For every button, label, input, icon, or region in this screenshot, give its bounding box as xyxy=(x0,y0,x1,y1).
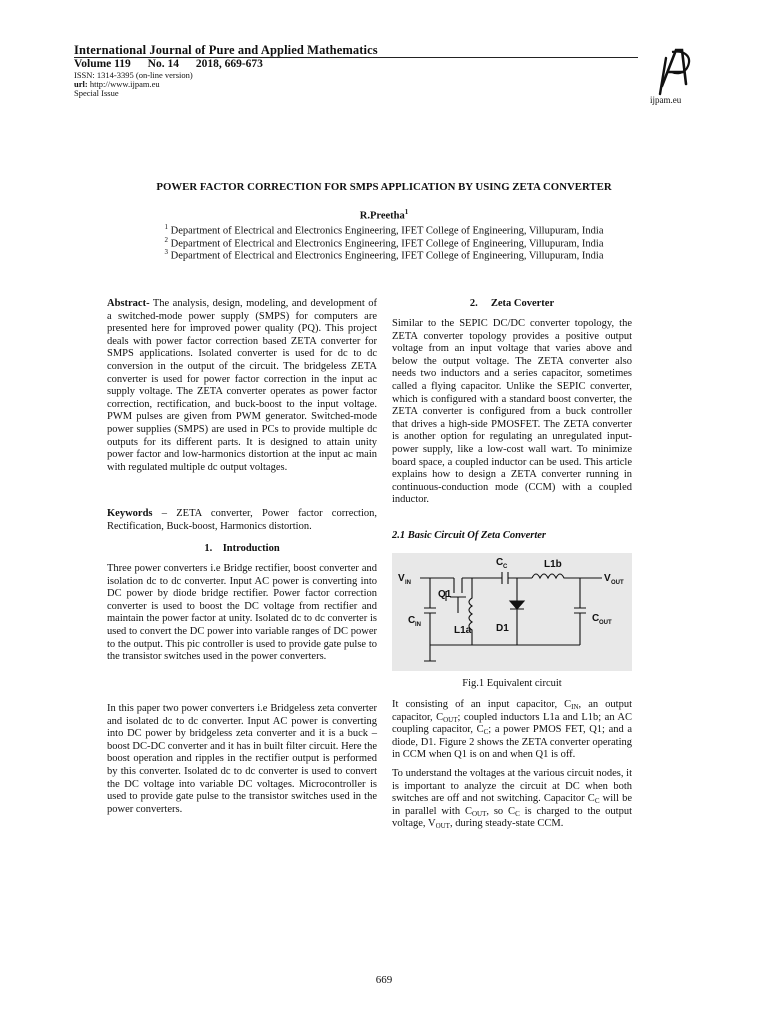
vin-label: V xyxy=(398,573,405,584)
volume-line xyxy=(74,58,277,70)
text-run: is charged to the output voltage, V xyxy=(392,805,632,830)
author-sup: 1 xyxy=(404,208,409,216)
url-link[interactable]: http://www.ijpam.eu xyxy=(89,79,160,89)
q1-label: Q1 xyxy=(438,589,452,600)
subscript: C xyxy=(515,809,520,818)
intro-paragraph-1: Three power converters i.e Bridge rectifier, boost converter and isolation dc to dc converter. Input AC power is converting into DC power by diode bridge rectifier. Power factor correction converter is used to boost the DC voltage from rectifier and maintain the power factor at unity. Isolated dc to dc converter is used to convert the DC power into variable ranges of DC power to the output. This pic controller is used to provide gate pulse to the transistor switches used in the power converters. xyxy=(107,563,377,663)
text-run: ; coupled inductors L1a and L1b; an AC coupling capacitor, C xyxy=(392,711,633,736)
year-pages: 2018, 669-673 xyxy=(195,58,263,70)
text-run: , during steady-state CCM. xyxy=(449,818,564,830)
components-paragraph xyxy=(392,699,632,762)
l1a-label: L1a xyxy=(454,625,472,636)
affiliation-3 xyxy=(0,246,768,263)
vout-label: V xyxy=(604,573,611,584)
text-run: It consisting of an input capacitor, C xyxy=(392,699,572,710)
journal-title: International Journal of Pure and Applied Mathematics xyxy=(74,43,378,57)
volume: Volume 119 xyxy=(74,58,131,70)
abstract-label: Abstract- xyxy=(107,298,150,309)
keywords xyxy=(107,508,377,533)
text-run: , so C xyxy=(486,805,516,817)
intro-heading: 1. Introduction xyxy=(204,543,280,554)
subscript: OUT xyxy=(435,822,450,831)
paper-title: POWER FACTOR CORRECTION FOR SMPS APPLICATION BY USING ZETA CONVERTER xyxy=(156,181,612,193)
intro-paragraph-2: In this paper two power converters i.e Bridgeless zeta converter and isolated dc to dc converter. Input AC power is converting into DC power by bridgeless zeta converter and it is a buck – boost DC-DC converter and it has in built filter circuit. Here the boost operation and ripples in the rectifier output is performed by this converter. Isolated dc to dc converter is used to convert the DC voltage into variable DC voltages. Microcontroller is used to provide gate pulse to the transistor switches used in the power converters. xyxy=(107,703,377,815)
cout-sub: OUT xyxy=(599,620,612,626)
affiliation-sup: 2 xyxy=(164,235,169,244)
affiliation-text: Department of Electrical and Electronics Engineering, IFET College of Engineering, Villupuram, India xyxy=(170,250,604,262)
issn: ISSN: 1314-3395 (on-line version) xyxy=(74,70,193,80)
url-label: url: xyxy=(74,79,88,89)
keywords-text: – ZETA converter, Power factor correction, Rectification, Buck-boost, Harmonics distortion. xyxy=(107,508,377,532)
affiliation-sup: 1 xyxy=(164,223,169,231)
voltages-paragraph xyxy=(392,768,632,831)
abstract xyxy=(107,298,377,474)
keywords-label: Keywords xyxy=(107,508,153,519)
abstract-text: The analysis, design, modeling, and development of a switched-mode power supply (SMPS) for computers are presented here for improved power quality (PQ). This project deals with power factor correction based ZETA converter for SMPS applications. Isolated converter is used for dc to dc conversion in the output of the circuit. The bridgeless ZETA converter is used for power factor correction in the input ac supply voltage. The ZETA converter operates as power factor correction, rectification, and buck-boost to the input voltage. PWM pulses are given from PWM generator. Switched-mode power supplies (SMPS) are used in PCs to provide multiple dc outputs for its different parts. It is designed to attain unity power factor and low-harmonics distortion at the input ac main with regulated multiple dc output voltages. xyxy=(107,298,377,473)
text-run: will be in parallel with C xyxy=(392,793,632,817)
d1-label: D1 xyxy=(496,623,509,634)
zeta-paragraph: Similar to the SEPIC DC/DC converter topology, the ZETA converter topology provides a positive output voltage from an input voltage that varies above and below the output voltage. The ZETA converter also needs two inductors and a series capacitor, sometimes called a flying capacitor. Unlike the SEPIC converter, which is configured with a standard boost converter, the ZETA converter is configured from a buck controller that drives a high-side PMOSFET. The ZETA converter is another option for regulating an unregulated input-power supply, like a low-cost wall wart. To minimize board space, a coupled inductor can be used. This article explains how to design a ZETA converter running in continuous-conduction mode (CCM) with a coupled inductor. xyxy=(392,318,632,506)
cin-sub: IN xyxy=(415,622,421,628)
author-name: R.Preetha xyxy=(359,210,405,222)
page-number: 669 xyxy=(375,974,393,986)
basic-circuit-heading: 2.1 Basic Circuit Of Zeta Converter xyxy=(392,530,546,541)
zeta-circuit-diagram xyxy=(392,553,632,671)
text-run: To understand the voltages at the various circuit nodes, it is important to analyze the circuit at DC when both switches are off and not switching. Capacitor C xyxy=(392,768,632,805)
subscript: OUT xyxy=(443,715,458,724)
affiliation-text: Department of Electrical and Electronics Engineering, IFET College of Engineering, Villupuram, India xyxy=(170,238,604,249)
affiliation-text: Department of Electrical and Electronics Engineering, IFET College of Engineering, Villupuram, India xyxy=(170,225,604,237)
cc-label: C xyxy=(496,557,504,568)
issue-number: No. 14 xyxy=(147,58,179,70)
cin-label: C xyxy=(408,615,416,626)
text-run: ; a power PMOS FET, Q1; and a diode, D1. Figure 2 shows the ZETA converter operating in CCM when Q1 is on and when Q1 is off. xyxy=(392,724,632,761)
subscript: C xyxy=(483,728,489,737)
logo-caption: ijpam.eu xyxy=(650,95,682,105)
affiliation-sup: 3 xyxy=(164,248,169,256)
subscript: C xyxy=(594,797,600,806)
figure-caption: Fig.1 Equivalent circuit xyxy=(462,678,562,689)
subscript: OUT xyxy=(471,809,487,818)
l1b-label: L1b xyxy=(544,559,562,570)
vout-sub: OUT xyxy=(611,580,624,586)
author xyxy=(0,208,768,222)
text-run: , an output capacitor, C xyxy=(392,699,632,723)
cc-sub: C xyxy=(503,564,508,570)
special-issue: Special Issue xyxy=(74,88,119,98)
subscript: IN xyxy=(571,703,579,711)
zeta-heading: 2. Zeta Coverter xyxy=(469,298,555,309)
cout-label: C xyxy=(592,613,600,624)
vin-sub: IN xyxy=(405,580,411,586)
